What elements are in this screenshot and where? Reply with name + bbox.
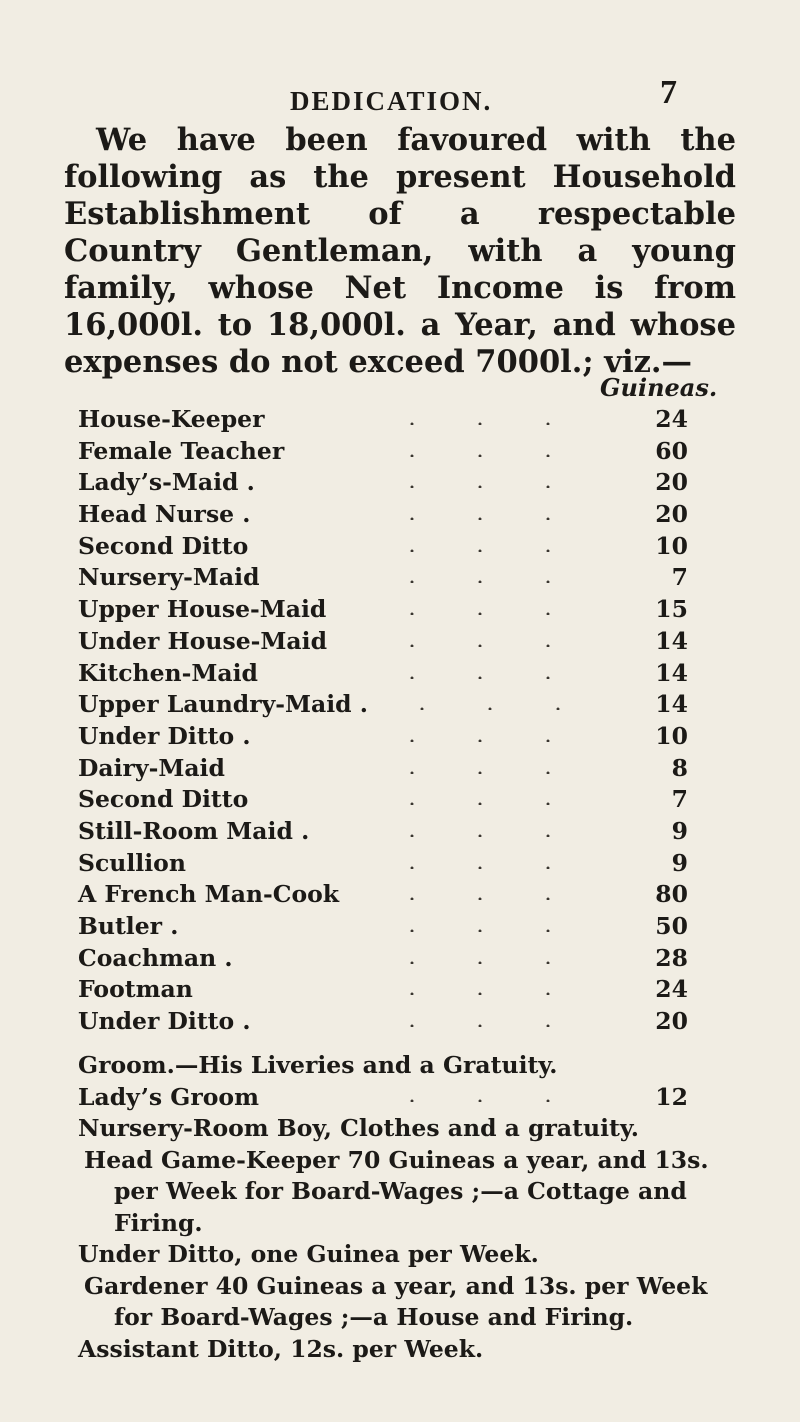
note-head-game-keeper: Head Game-Keeper 70 Guineas a year, and 13s. per Week for Board-Wages ;—a Cottage and Firing. <box>84 1145 709 1237</box>
dot-leader <box>378 992 608 995</box>
wage-value: 10 <box>655 721 688 750</box>
wage-value: 7 <box>671 563 688 592</box>
dot-leader <box>378 802 608 805</box>
wage-row <box>78 785 688 817</box>
wage-label: Female Teacher <box>78 436 285 465</box>
dot-leader <box>378 929 608 932</box>
wage-value: 24 <box>655 405 688 433</box>
wage-row-ladys-groom <box>78 1082 718 1114</box>
wage-value: 10 <box>655 531 688 560</box>
wage-value: 12 <box>655 1082 688 1111</box>
wage-label: Scullion <box>78 848 186 877</box>
dot-leader <box>378 644 608 647</box>
intro-paragraph: We have been favoured with the following as the present Household Establishment of a respectable Country Gentleman, with a young family, whose Net Income is from 16,000l. to 18,000l. a Year, and whose expenses do not exceed 7000l.; viz.— <box>64 122 736 380</box>
wage-row <box>78 722 688 754</box>
dot-leader <box>388 707 608 710</box>
wage-value: 14 <box>655 690 688 719</box>
groom-note: Groom.—His Liveries and a Gratuity. <box>78 1051 558 1079</box>
wage-value: 9 <box>671 816 688 845</box>
wage-label: Nursery-Maid <box>78 563 260 592</box>
wage-value: 7 <box>671 785 688 814</box>
wage-label: Butler . <box>78 912 179 940</box>
wage-label: Kitchen-Maid <box>78 658 258 687</box>
wage-row <box>78 405 688 437</box>
dot-leader <box>378 771 608 774</box>
wage-value: 20 <box>655 500 688 529</box>
wage-label: Under Ditto . <box>78 721 251 750</box>
dot-leader <box>378 1099 598 1102</box>
dot-leader <box>378 739 608 742</box>
dot-leader <box>378 517 608 520</box>
wage-row <box>78 563 688 595</box>
dot-leader <box>378 1024 608 1027</box>
dot-leader <box>378 422 608 425</box>
wage-row <box>78 975 688 1007</box>
notes-section <box>78 1050 718 1365</box>
wage-value: 9 <box>671 848 688 877</box>
wage-label: Lady’s Groom <box>78 1082 259 1111</box>
wage-row <box>78 627 688 659</box>
wage-label: Upper House-Maid <box>78 595 327 624</box>
dot-leader <box>378 866 608 869</box>
wage-row <box>78 912 688 944</box>
wage-row <box>78 500 688 532</box>
dot-leader <box>378 897 608 900</box>
dot-leader <box>378 580 608 583</box>
wage-label: House-Keeper <box>78 405 265 433</box>
wage-label: Under House-Maid <box>78 626 328 655</box>
wage-label: Under Ditto . <box>78 1007 251 1036</box>
wage-value: 50 <box>655 912 688 940</box>
wage-value: 20 <box>655 468 688 497</box>
wage-label: Still-Room Maid . <box>78 816 310 845</box>
wage-row <box>78 849 688 881</box>
dot-leader <box>378 485 608 488</box>
wage-value: 8 <box>671 753 688 782</box>
wage-row <box>78 659 688 691</box>
wage-value: 14 <box>655 658 688 687</box>
wage-row <box>78 532 688 564</box>
dot-leader <box>378 676 608 679</box>
wage-row <box>78 944 688 976</box>
wage-row <box>78 817 688 849</box>
dot-leader <box>378 834 608 837</box>
wage-value: 28 <box>655 943 688 972</box>
wage-label: Second Ditto <box>78 531 249 560</box>
wage-row <box>78 690 688 722</box>
wage-label: Upper Laundry-Maid . <box>78 690 368 719</box>
wage-label: Coachman . <box>78 943 233 972</box>
wage-value: 80 <box>655 880 688 909</box>
wage-label: Footman <box>78 975 193 1004</box>
wage-row <box>78 754 688 786</box>
wage-label: Second Ditto <box>78 785 249 814</box>
wage-row <box>78 468 688 500</box>
wage-label: Lady’s-Maid . <box>78 468 255 497</box>
note-assistant-ditto: Assistant Ditto, 12s. per Week. <box>78 1334 484 1363</box>
running-head: DEDICATION. <box>290 86 493 116</box>
wage-row <box>78 437 688 469</box>
note-under-ditto: Under Ditto, one Guinea per Week. <box>78 1240 539 1268</box>
wage-label: A French Man-Cook <box>78 880 340 909</box>
dot-leader <box>378 549 608 552</box>
dot-leader <box>378 961 608 964</box>
dot-leader <box>378 612 608 615</box>
note-gardener: Gardener 40 Guineas a year, and 13s. per Week for Board-Wages ;—a House and Firing. <box>84 1271 708 1331</box>
note-nursery-boy: Nursery-Room Boy, Clothes and a gratuity. <box>78 1114 639 1142</box>
page-number: 7 <box>660 74 677 111</box>
column-heading-guineas: Guineas. <box>600 373 718 402</box>
dot-leader <box>378 454 608 457</box>
wage-value: 14 <box>655 626 688 655</box>
wage-label: Head Nurse . <box>78 500 251 529</box>
wage-row <box>78 1007 688 1039</box>
wage-label: Dairy-Maid <box>78 753 225 782</box>
wage-value: 24 <box>655 975 688 1004</box>
wage-value: 15 <box>655 595 688 624</box>
wage-value: 20 <box>655 1007 688 1036</box>
wage-row <box>78 880 688 912</box>
wage-list <box>78 405 688 1039</box>
wage-row <box>78 595 688 627</box>
wage-value: 60 <box>655 436 688 465</box>
